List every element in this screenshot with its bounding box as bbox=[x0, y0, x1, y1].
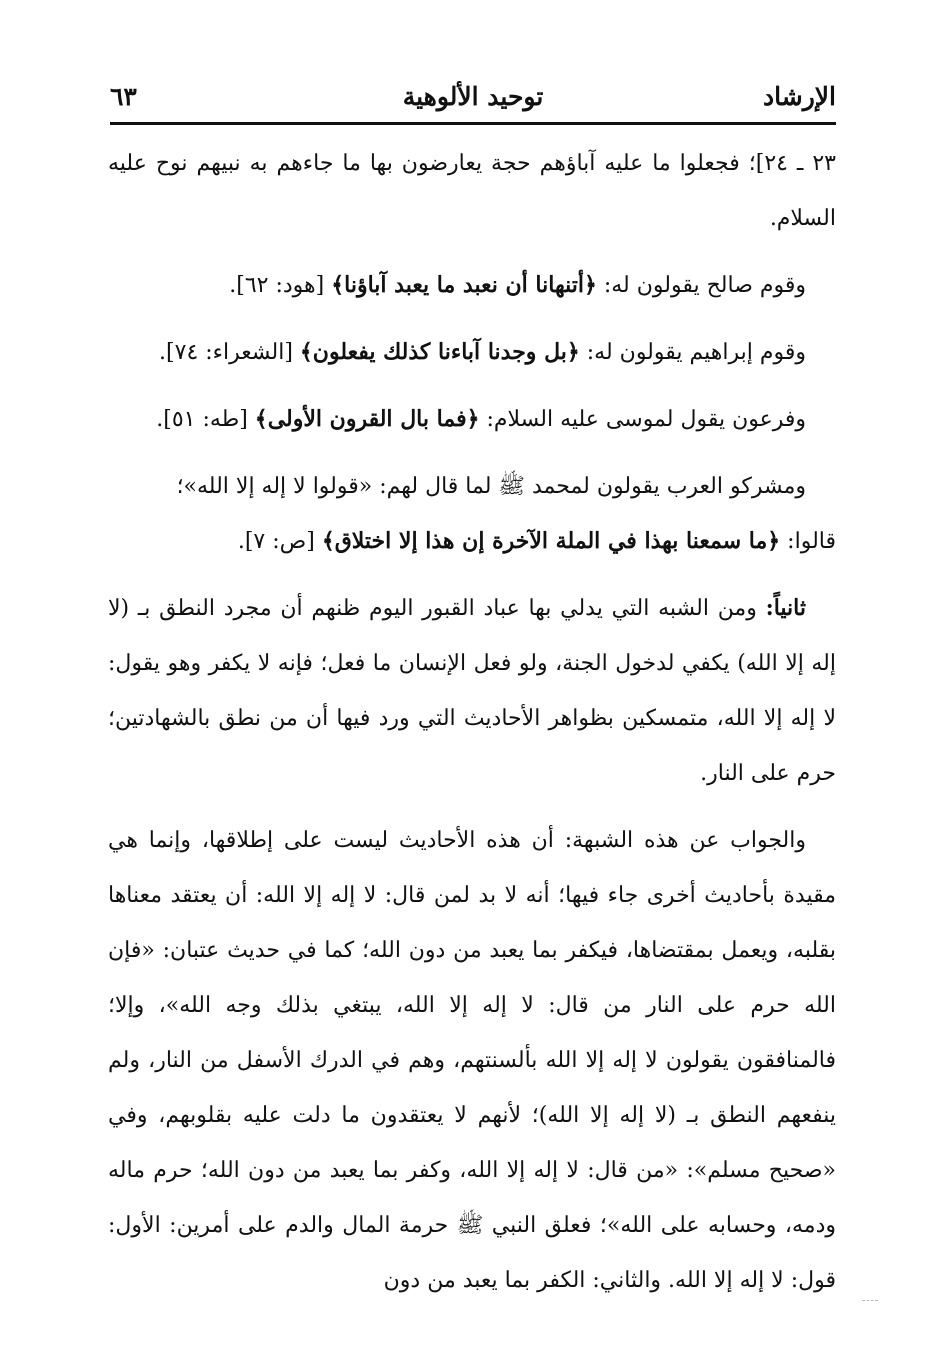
paragraph-4-citation: [طه: ٥١]. bbox=[156, 407, 255, 432]
chapter-title: توحيد الألوهية bbox=[402, 82, 544, 111]
book-title: الإرشاد bbox=[763, 82, 836, 111]
paragraph-2-citation: [هود: ٦٢]. bbox=[229, 273, 332, 298]
paragraph-5 bbox=[108, 459, 836, 569]
paragraph-4 bbox=[108, 392, 836, 447]
page-number: ٦٣ bbox=[110, 82, 137, 111]
paragraph-1-text: ٢٣ ـ ٢٤]؛ فجعلوا ما عليه آباؤهم حجة يعارضون بها ما جاءهم به نبيهم نوح عليه السلام. bbox=[108, 151, 836, 231]
page-body bbox=[108, 136, 836, 1308]
paragraph-6 bbox=[108, 581, 836, 801]
paragraph-5-before: قالوا: bbox=[780, 529, 836, 554]
paragraph-7-text: والجواب عن هذه الشبهة: أن هذه الأحاديث ليست على إطلاقها، وإنما هي مقيدة بأحاديث أخرى جاء فيها؛ أنه لا بد لمن قال: لا إله إلا الله: أن يعتقد معناها بقلبه، ويعمل بمقتضاها، فيكفر بما يعبد من دون الله؛ كما في حديث عتبان: «فإن الله حرم على النار من قال: لا إله إلا الله، يبتغي بذلك وجه الله»، وإلا؛ فالمنافقون يقولون لا إله إلا الله بألسنتهم، وهم في الدرك الأسفل من النار، ولم ينفعهم النطق بـ (لا إله إلا الله)؛ لأنهم لا يعتقدون ما دلت عليه بقلوبهم، وفي «صحيح مسلم»: «من قال: لا إله إلا الله، وكفر بما يعبد من دون الله؛ حرم ماله ودمه، وحسابه على الله»؛ فعلق النبي ﷺ حرمة المال والدم على أمرين: الأول: قول: لا إله إلا الله. والثاني: الكفر بما يعبد من دون bbox=[108, 828, 837, 1293]
scan-artifact bbox=[862, 1300, 878, 1301]
quran-verse-taha: ﴿فما بال القرون الأولى﴾ bbox=[254, 406, 480, 432]
paragraph-3 bbox=[108, 325, 836, 380]
running-header bbox=[110, 70, 836, 120]
section-lead-thaniyan: ثانياً: bbox=[765, 595, 806, 621]
paragraph-6-text: ومن الشبه التي يدلي بها عباد القبور اليوم ظنهم أن مجرد النطق بـ (لا إله إلا الله) يكفي لدخول الجنة، ولو فعل الإنسان ما فعل؛ فإنه لا يكفر وهو يقول: لا إله إلا الله، متمسكين بظواهر الأحاديث التي ورد فيها أن من نطق بالشهادتين؛ حرم على النار. bbox=[108, 596, 836, 786]
quran-verse-hud: ﴿أتنهانا أن نعبد ما يعبد آباؤنا﴾ bbox=[331, 272, 597, 298]
paragraph-4-before: وفرعون يقول لموسى عليه السلام: bbox=[479, 407, 806, 432]
paragraph-3-before: وقوم إبراهيم يقولون له: bbox=[579, 340, 806, 365]
paragraph-2 bbox=[108, 258, 836, 313]
paragraph-1 bbox=[108, 136, 836, 246]
paragraph-5-line1: ومشركو العرب يقولون لمحمد ﷺ لما قال لهم: «قولوا لا إله إلا الله»؛ bbox=[176, 474, 806, 499]
paragraph-5-citation: [ص: ٧]. bbox=[237, 529, 322, 554]
quran-verse-sad: ﴿ما سمعنا بهذا في الملة الآخرة إن هذا إلا اختلاق﴾ bbox=[321, 528, 781, 554]
paragraph-2-before: وقوم صالح يقولون له: bbox=[596, 273, 806, 298]
header-divider bbox=[110, 122, 836, 125]
paragraph-3-citation: [الشعراء: ٧٤]. bbox=[159, 340, 300, 365]
paragraph-7 bbox=[108, 813, 836, 1308]
quran-verse-shuara: ﴿بل وجدنا آباءنا كذلك يفعلون﴾ bbox=[299, 339, 580, 365]
